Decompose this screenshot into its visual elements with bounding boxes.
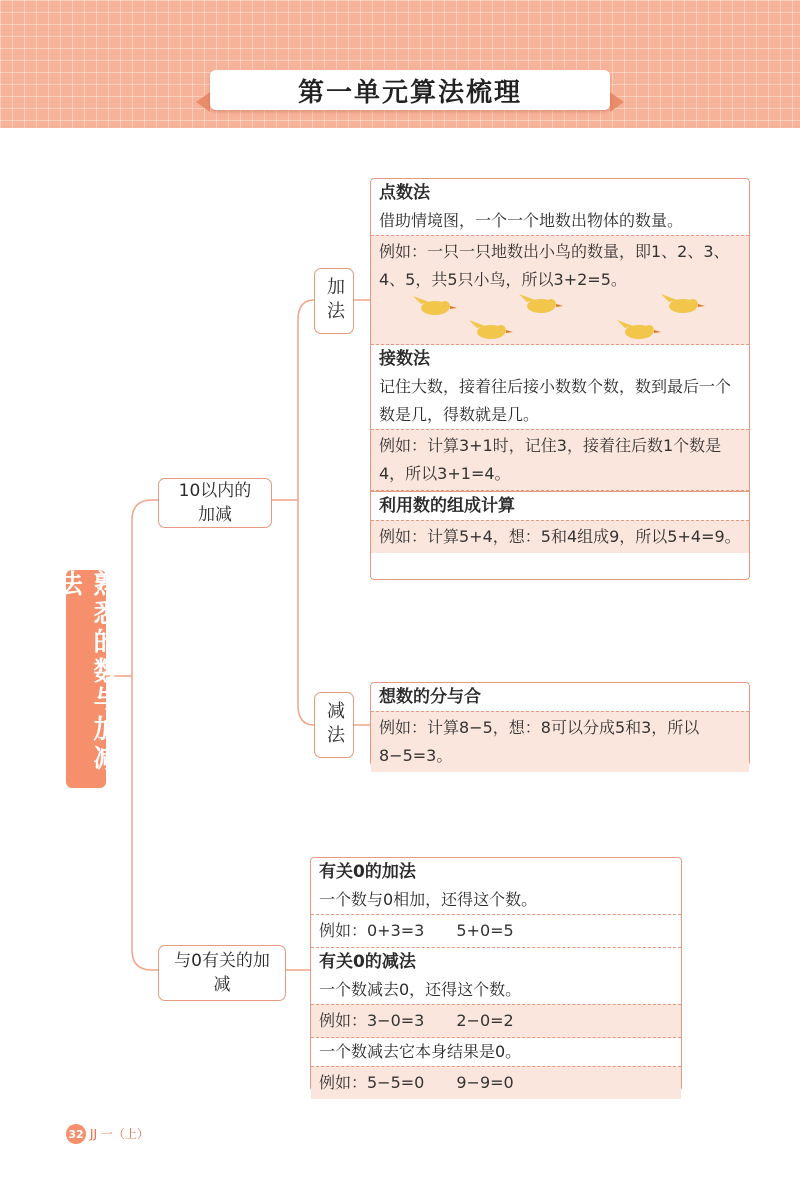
addition-methods-box [370,178,750,580]
book-label: JJ 一（上） [90,1127,149,1141]
zero-addition-title: 有关0的加法 [319,862,416,882]
composition-method-example: 例如：计算5+4，想：5和4组成9，所以5+4=9。 [371,520,749,553]
self-subtraction-text: 一个数减去它本身结果是0。 [319,1042,522,1061]
bird-icon [659,290,707,318]
bird-icon [615,316,663,344]
page-number: 32 [66,1124,86,1144]
root-node: 熟悉的数与加减法 [66,570,106,788]
zero-addition-text: 一个数与0相加，还得这个数。 [319,890,538,909]
zero-subtraction-title: 有关0的减法 [319,952,416,972]
branch-10-within-label: 10以内的加减 [178,481,252,525]
count-on-method-example: 例如：计算3+1时，记住3，接着往后数1个数是4，所以3+1=4。 [371,429,749,491]
counting-method-title: 点数法 [379,183,430,203]
zero-rules-box [310,857,682,1091]
branch-zero [158,945,286,1001]
composition-method-title: 利用数的组成计算 [371,491,749,520]
bird-icon [467,316,515,344]
split-method-title: 想数的分与合 [379,687,481,707]
zero-subtraction-example: 例如：3−0=3 2−0=2 [311,1004,681,1038]
branch-10-within [158,478,272,528]
zero-subtraction-text: 一个数减去0，还得这个数。 [319,980,522,999]
counting-method-example-text: 例如：一只一只地数出小鸟的数量，即1、2、3、4、5，共5只小鸟，所以3+2=5。 [379,242,730,289]
zero-addition-example: 例如：0+3=3 5+0=5 [311,914,681,948]
bird-icon [517,290,565,318]
addition-node: 加法 [314,268,354,334]
branch-zero-label: 与0有关的加减 [174,951,270,995]
count-on-method-text: 记住大数，接着往后接小数数个数，数到最后一个数是几，得数就是几。 [379,377,732,424]
subtraction-method-box [370,682,750,766]
page-title: 第一单元算法梳理 [210,70,610,110]
subtraction-node: 减法 [314,692,354,758]
split-method-example: 例如：计算8−5，想：8可以分成5和3，所以8−5=3。 [371,711,749,772]
bird-icon [411,292,459,320]
counting-method-example [371,235,749,345]
count-on-method-title: 接数法 [379,349,430,369]
counting-method-text: 借助情境图，一个一个地数出物体的数量。 [379,211,684,230]
self-subtraction-example: 例如：5−5=0 9−9=0 [311,1066,681,1099]
